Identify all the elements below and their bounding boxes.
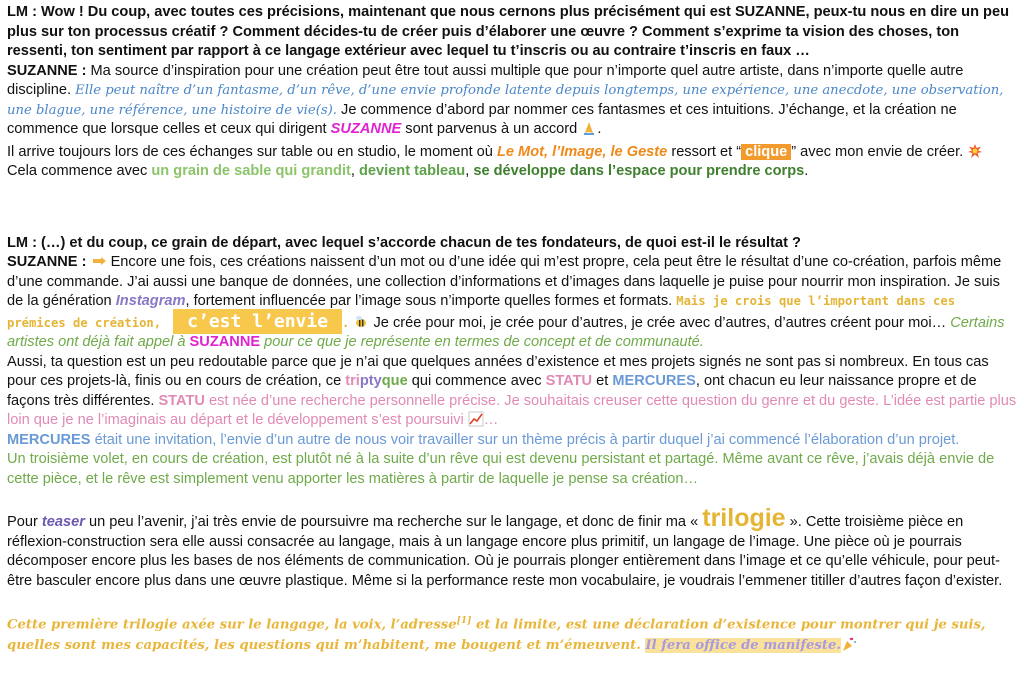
mais-je-crois: Mais je crois que l’important dans ces prémices de création, — [7, 294, 956, 330]
pointing-hand-icon — [91, 253, 107, 269]
instagram: Instagram — [115, 293, 186, 309]
se-developpe: se développe dans l’espace pour prendre corps — [473, 163, 805, 179]
p4-text-2: un peu l’avenir, j’ai très envie de poursuivre ma recherche sur le langage, et donc de finir ma « — [84, 514, 703, 530]
a2-text-1: Encore une fois, ces créations naissent d’un mot ou d’une idée qui m’est propre, cela peut être le résultat d’une co-création, parfois même d’une commande. J’ai aussi une banque de données, une collection d’informations et d’images dans laquelle je puise pour nourrir mon inspiration. Je suis de la génération — [7, 254, 1002, 309]
devient-tableau: devient tableau — [358, 163, 466, 179]
a1-text-1: Ma source d’inspiration pour une création peut être tout aussi multiple que pour n’importe quel autre artiste, dans n’importe quelle autre discipline. — [7, 62, 964, 98]
a1-text-3: Je commence d’abord par nommer ces fantasmes et ces intuitions. J’échange, et la création ne commence que lorsque celles et ceux qui dirigent — [7, 101, 957, 137]
chart-icon — [468, 411, 484, 427]
party-icon — [841, 636, 857, 652]
p5-text-2: et la limite, est une déclaration d’existence pour montrer qui je suis, quelles sont mes capacités, les questions qui m’habitent, me bougent et m’émeuvent. — [7, 617, 986, 654]
a1-text-7: ” avec mon envie de créer. — [791, 143, 968, 160]
manifeste-highlight: Il fera office de manifeste. — [645, 638, 841, 654]
closing-paragraph — [7, 611, 1017, 656]
a2-suzanne: SUZANNE — [189, 334, 261, 350]
clique-highlight: clique — [741, 144, 791, 160]
question-1 — [7, 3, 1017, 62]
q2-label: LM : — [7, 234, 42, 251]
answer-2: SUZANNE : Encore une fois, ces créations naissent d’un mot ou d’une idée qui m’est propre, cela peut être le résultat d’une co-création, parfois même d’une commande. J’ai aussi une banque de données, une collection d’informations et d’images dans laquelle je puise pour nourrir mon inspiration. Je suis de la génération Instagram, fortement influencée par l’image sous n’importe quelles formes et formats. Mais je crois que l’important dans ces prémices de création, c’est l’envie . Je crée pour moi, je crée pour d’autres, je crée avec d’autres, d’autres créent pour moi… Certains artistes ont déjà fait appel à SUZANNE pour ce que je représente en termes de concept et de communauté. — [7, 254, 1005, 350]
mercures: MERCURES — [612, 373, 696, 389]
answer-1: SUZANNE : Ma source d’inspiration pour une création peut être tout aussi multiple que pour n’importe quel autre artiste, dans n’importe quelle autre discipline. Elle peut naître d’un fantasme, d’un rêve, d’une envie profonde latente depuis longtemps, une expérience, une anecdote, une observation, une blague, une référence, une histoire de vie(s). Je commence d’abord par nommer ces fantasmes et ces intuitions. J’échange, et la création ne commence que lorsque celles et ceux qui dirigent SUZANNE sont parvenus à un accord . — [7, 62, 1004, 137]
document — [7, 3, 1017, 656]
grain-de-sable: un grain de sable qui grandit — [151, 163, 351, 179]
question-2 — [7, 234, 1017, 254]
q1-text: Wow ! Du coup, avec toutes ces précisions, maintenant que nous cernons plus précisément qui est SUZANNE, peux-tu nous en dire un peu plus sur ton processus créatif ? Comment décides-tu de créer puis d’élaborer une œuvre ? Comment s’exprime ta vision des choses, ton ressenti, ton sentiment par rapport à ce langage extérieur avec lequel tu t’inscris ou au contraire t’inscris en faux … — [7, 4, 1009, 59]
answer-1b: Il arrive toujours lors de ces échanges sur table ou en studio, le moment où Le Mot, l’Image, le Geste ressort et “ clique ” avec mon envie de créer. Cela commence avec un grain de sable qui grandit, devient tableau, se développe dans l’espace pour prendre corps. — [7, 143, 1017, 182]
statu: STATU — [545, 373, 593, 389]
paragraph-3: Aussi, ta question est un peu redoutable parce que je n’ai que quelques années d’existence et mes projets signés ne sont pas si nombreux. En tous cas pour ces projets-là, finis ou en cours de création, ce triptyque qui commence avec STATU et MERCURES, ont chacun eu leur naissance propre et de façons très différentes. STATU est née d’une recherche personnelle précise. Je souhaitais creuser cette question du genre et du geste. L’idée est partie plus loin que je ne l’imaginais au départ et le développement s’est poursuivi … MERCURES était une invitation, l’envie d’un autre de nous voir travailler sur un thème précis à partir duquel j’ai commencé l’élaboration d’un projet. Un troisième volet, en cours de création, est plutôt né à la suite d’un rêve qui est devenu persistant et partagé. Même avant ce rêve, j’avais déjà envie de cette pièce, et le rêve est simplement venu apporter les matières à partir de laquelle je pense sa création… — [7, 353, 1017, 487]
a2-green-2: pour ce que je représente en termes de concept et de communauté. — [260, 334, 704, 350]
pray-icon — [581, 120, 597, 136]
a1-suzanne: SUZANNE — [330, 121, 402, 137]
p3-text-2: qui commence avec — [407, 373, 546, 389]
a2-text-2: , fortement influencée par l’image sous n’importe quelles formes et formats. — [185, 293, 677, 309]
p4-text-1: Pour — [7, 514, 42, 530]
footnote-link[interactable]: [1] — [456, 616, 472, 626]
p3-text-3: , ont chacun eu leur naissance propre et de façons très différentes. — [7, 373, 977, 409]
a1-text-8: Cela commence avec — [7, 163, 152, 179]
p3-mercures-text: était une invitation, l’envie d’un autre de nous voir travailler sur un thème précis à partir duquel j’ai commencé l’élaboration d’un projet. — [90, 431, 960, 448]
triptyque-part-2: pty — [359, 373, 382, 389]
a1-text-4: sont parvenus à un accord — [401, 121, 582, 137]
paragraph-4 — [7, 504, 1017, 591]
trilogie: trilogie — [702, 504, 786, 532]
p5-text-1: Cette première trilogie axée sur le langage, la voix, l’adresse — [7, 617, 457, 633]
statu-2: STATU — [158, 392, 205, 409]
p3-troisieme-volet: Un troisième volet, en cours de création, est plutôt né à la suite d’un rêve qui est devenu persistant et partagé. Même avant ce rêve, j’avais déjà envie de cette pièce, et le rêve est simplement venu apporter les matières à partir de laquelle je pense sa création… — [7, 451, 995, 487]
q2-text: (…) et du coup, ce grain de départ, avec lequel s’accorde chacun de tes fondateurs, de quoi est-il le résultat ? — [41, 234, 801, 251]
a1-speaker: SUZANNE : — [7, 62, 91, 79]
p3-statu-text: est née d’une recherche personnelle précise. Je souhaitais creuser cette question du genre et du geste. L’idée est partie plus loin que je ne l’imaginais au départ et le développement s’est poursuivi — [7, 392, 1017, 428]
a2-green-1: Certains artistes ont déjà fait appel à — [7, 314, 1005, 350]
p3-text-1: Aussi, ta question est un peu redoutable parce que je n’ai que quelques années d’existence et mes projets signés ne sont pas si nombreux. En tous cas pour ces projets-là, finis ou en cours de création, ce — [7, 353, 989, 389]
triptyque-part-3: que — [381, 373, 408, 389]
a2-text-3: Je crée pour moi, je crée pour d’autres, je crée avec d’autres, d’autres créent pour moi… — [369, 314, 951, 331]
p4-text-3: ». Cette troisième pièce en réflexion-construction sera elle aussi consacrée au langage, mais à un langage encore plus primitif, un langage de l’image. Une pièce où je pourrais décomposer encore plus les bases de nos éléments de communication. Où je pourrais plonger entièrement dans l’image et ce qu’elle véhicule, pour peut-être basculer encore plus dans une œuvre plastique. Même si la performance reste mon vocabulaire, je voudrais l’emmener titiller d’autres façon d’exister. — [7, 514, 1003, 589]
a1-text-5: Il arrive toujours lors de ces échanges sur table ou en studio, le moment où — [7, 143, 497, 160]
envie-highlight: c’est l’envie — [173, 309, 342, 334]
bee-icon — [353, 314, 369, 330]
explosion-icon — [967, 143, 983, 159]
a1-mot-image-geste: Le Mot, l’Image, le Geste — [496, 143, 668, 160]
a1-inspiration-list: Elle peut naître d’un fantasme, d’un rêve, d’une envie profonde latente depuis longtemps, une expérience, une anecdote, une observation, une blague, une référence, une histoire de vie(s). — [7, 83, 1004, 118]
teaser: teaser — [41, 514, 85, 530]
a2-speaker: SUZANNE : — [7, 254, 91, 270]
q1-label: LM : — [7, 4, 42, 20]
triptyque-part-1: tri — [345, 373, 360, 389]
a1-text-6: ressort et “ — [667, 143, 742, 160]
mercures-2: MERCURES — [7, 431, 91, 448]
